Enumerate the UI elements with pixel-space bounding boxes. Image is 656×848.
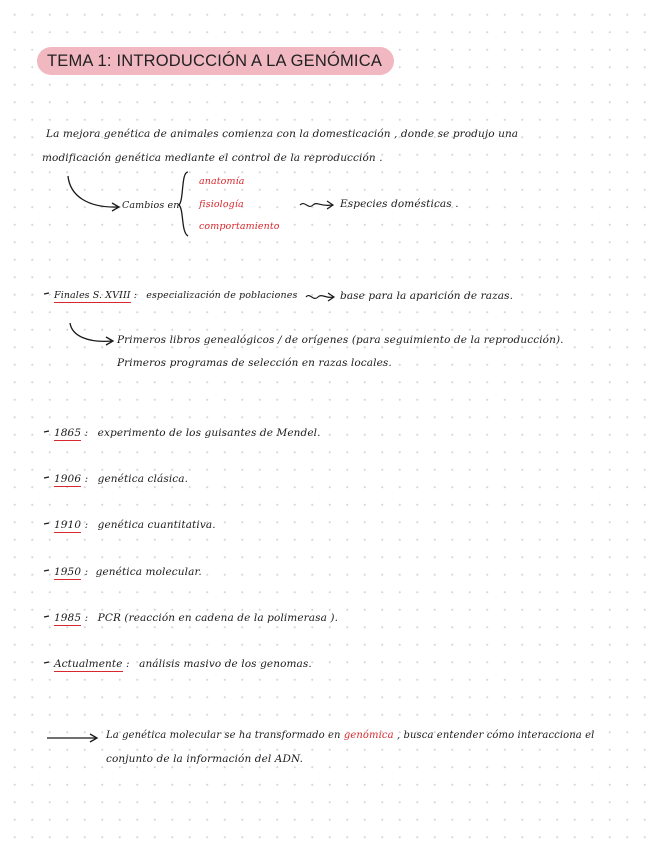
timeline-item-1985 — [54, 612, 338, 624]
sub-line-2: Primeros programas de selección en razas locales. — [117, 357, 392, 369]
timeline-text: genética molecular. — [95, 566, 202, 578]
curved-arrow-libros — [70, 323, 112, 341]
conclusion-line-2: conjunto de la información del ADN. — [106, 753, 304, 765]
timeline-key: 1906 — [54, 473, 82, 485]
timeline-key: Actualmente — [54, 658, 123, 670]
curly-brace — [179, 172, 188, 236]
timeline-text: PCR (reacción en cadena de la polimerasa ). — [97, 612, 339, 624]
timeline-item-1865 — [54, 427, 321, 439]
change-item-anatomia: anatomía — [199, 176, 245, 187]
timeline-sep: : — [84, 427, 89, 439]
timeline-key: 1950 — [54, 566, 82, 578]
timeline-item-actualmente — [54, 658, 312, 670]
timeline-text: genética cuantitativa. — [97, 519, 216, 531]
conclusion-line-1 — [106, 730, 594, 741]
cambios-label: Cambios en — [122, 200, 180, 211]
timeline-text: experimento de los guisantes de Mendel. — [97, 427, 321, 439]
bullet-dashes — [44, 293, 49, 663]
timeline-item-1906 — [54, 473, 188, 485]
intro-line-2: modificación genética mediante el control de la reproducción . — [42, 152, 383, 164]
timeline-text: análisis masivo de los genomas. — [139, 658, 312, 670]
timeline-key: 1865 — [54, 427, 82, 439]
page-title: TEMA 1: INTRODUCCIÓN A LA GENÓMICA — [47, 51, 383, 70]
timeline-sep: : — [133, 290, 138, 301]
curved-arrow-cambios — [68, 176, 118, 207]
intro-line-1: La mejora genética de animales comienza con la domesticación , donde se produjo una — [46, 128, 519, 140]
xviii-result: base para la aparición de razas. — [340, 290, 514, 302]
timeline-text: especialización de poblaciones — [146, 290, 298, 301]
timeline-item-xviii — [54, 290, 297, 301]
timeline-text: genética clásica. — [97, 473, 189, 485]
timeline-sep: : — [125, 658, 130, 670]
conclusion-text-b: , busca entender cómo interacciona el — [396, 730, 595, 741]
especies-domesticas: Especies domésticas . — [340, 198, 459, 210]
squiggle-arrow-razas — [306, 296, 333, 299]
timeline-key: 1910 — [54, 519, 82, 531]
timeline-key: Finales S. XVIII — [54, 290, 131, 301]
timeline-sep: : — [84, 473, 89, 485]
timeline-item-1950 — [54, 566, 202, 578]
squiggle-arrow-especies — [300, 204, 332, 207]
timeline-sep: : — [84, 612, 89, 624]
timeline-sep: : — [84, 519, 89, 531]
genomica-highlight: genómica — [343, 730, 394, 741]
sub-line-1: Primeros libros genealógicos / de orígenes (para seguimiento de la reproducción). — [117, 334, 564, 346]
timeline-sep: : — [84, 566, 89, 578]
timeline-key: 1985 — [54, 612, 82, 624]
change-item-fisiologia: fisiología — [199, 199, 244, 210]
timeline-item-1910 — [54, 519, 216, 531]
conclusion-text-a: La genética molecular se ha transformado en — [106, 730, 341, 741]
change-item-comportamiento: comportamiento — [199, 221, 280, 232]
